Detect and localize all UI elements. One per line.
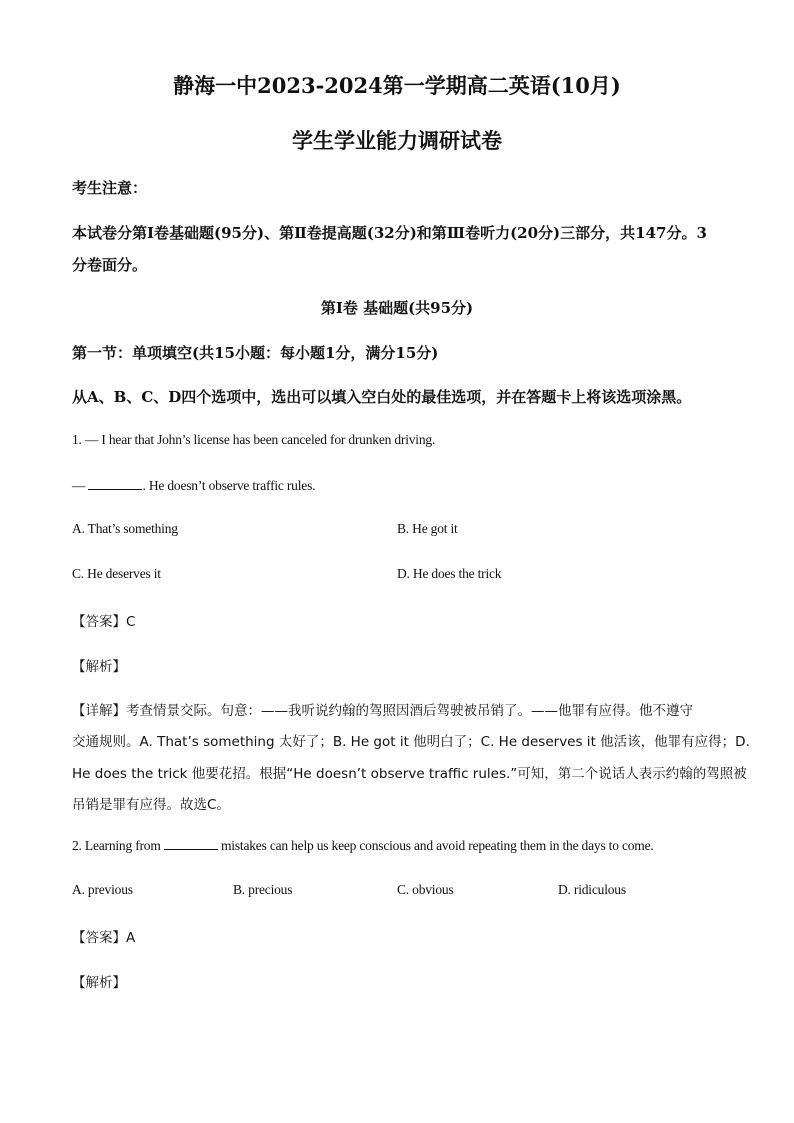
question-2-option-c: C. obvious bbox=[397, 882, 454, 897]
question-1-analysis-label: 【解析】 bbox=[72, 659, 126, 675]
answer-blank bbox=[164, 837, 218, 850]
exam-subtitle: 学生学业能力调研试卷 bbox=[292, 128, 502, 153]
part1-heading: 第Ⅰ卷 基础题(共95分) bbox=[320, 299, 474, 317]
question-1-option-c: C. He deserves it bbox=[72, 566, 161, 581]
exam-title: 静海一中2023-2024第一学期高二英语(10月) bbox=[173, 73, 621, 98]
section1-instruction: 从A、B、C、D四个选项中，选出可以填入空白处的最佳选项，并在答题卡上将该选项涂黑。 bbox=[72, 388, 692, 406]
question-1-detail-line3: He does the trick 他要花招。根据“He doesn’t observe traffic rules.”可知，第二个说话人表示约翰的驾照被 bbox=[72, 766, 747, 782]
question-1-stem-line2 bbox=[72, 477, 315, 494]
notice-text-line2: 分卷面分。 bbox=[72, 256, 148, 274]
question-2-stem-suffix: mistakes can help us keep conscious and avoid repeating them in the days to come. bbox=[217, 838, 654, 853]
dialogue-dash: — bbox=[72, 478, 89, 493]
notice-heading: 考生注意： bbox=[72, 179, 148, 197]
question-1-answer: 【答案】C bbox=[72, 614, 136, 630]
question-1-stem-line2-suffix: . He doesn’t observe traffic rules. bbox=[142, 478, 316, 493]
question-2-option-b: B. precious bbox=[233, 882, 293, 897]
notice-text-line1: 本试卷分第Ⅰ卷基础题(95分)、第Ⅱ卷提高题(32分)和第Ⅲ卷听力(20分)三部分，共147分。3 bbox=[72, 224, 707, 242]
question-1-detail-line1: 【详解】考查情景交际。句意：——我听说约翰的驾照因酒后驾驶被吊销了。——他罪有应得。他不遵守 bbox=[72, 703, 693, 719]
answer-blank bbox=[88, 477, 142, 490]
question-2-analysis-label: 【解析】 bbox=[72, 975, 126, 991]
question-1-option-b: B. He got it bbox=[397, 521, 458, 536]
question-2-stem bbox=[72, 837, 654, 854]
question-2-option-d: D. ridiculous bbox=[558, 882, 626, 897]
question-2-answer: 【答案】A bbox=[72, 930, 136, 946]
question-2-option-a: A. previous bbox=[72, 882, 133, 897]
question-1-detail-line4: 吊销是罪有应得。故选C。 bbox=[72, 797, 230, 813]
question-1-detail-line2: 交通规则。A. That’s something 太好了；B. He got it 他明白了；C. He deserves it 他活该，他罪有应得；D. bbox=[72, 734, 750, 750]
question-1-option-d: D. He does the trick bbox=[397, 566, 502, 581]
question-2-stem-prefix: 2. Learning from bbox=[72, 838, 164, 853]
question-1-option-a: A. That’s something bbox=[72, 521, 178, 536]
question-1-stem-line1: 1. — I hear that John’s license has been canceled for drunken driving. bbox=[72, 432, 436, 447]
section1-heading: 第一节：单项填空(共15小题：每小题1分，满分15分) bbox=[72, 344, 439, 362]
